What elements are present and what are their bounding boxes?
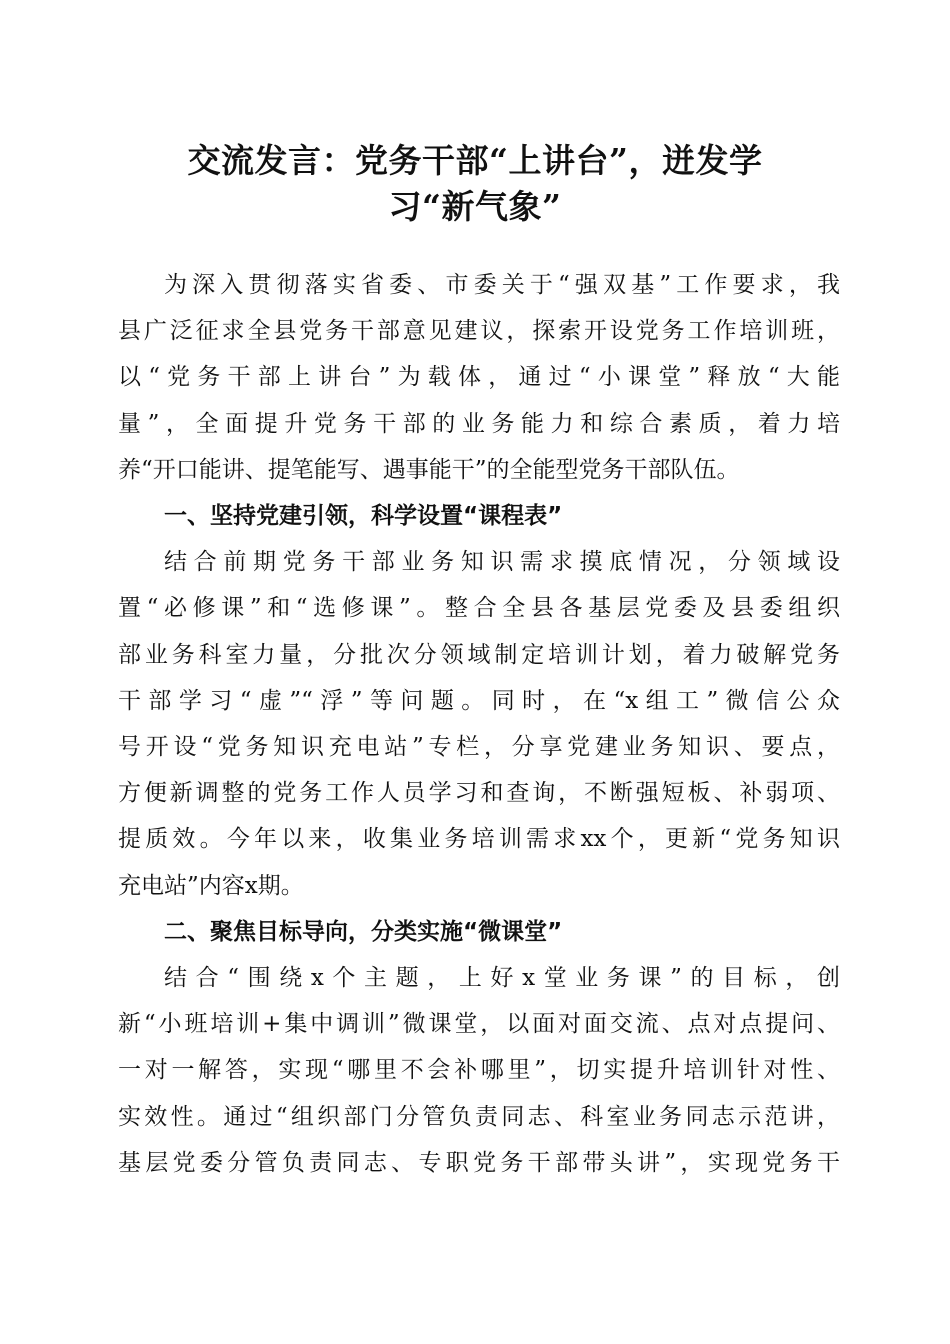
paragraph-line: 结合“围绕x个主题，上好x堂业务课”的目标，创: [164, 965, 840, 992]
document-body: [118, 262, 840, 1186]
paragraph-line: 为深入贯彻落实省委、市委关于“强双基”工作要求，我: [164, 272, 840, 298]
paragraph-line: 提质效。今年以来，收集业务培训需求xx个，更新“党务知识: [118, 826, 840, 853]
intro-paragraph: [118, 262, 840, 493]
paragraph-line: 置“必修课”和“选修课”。整合全县各基层党委及县委组织: [118, 595, 840, 622]
paragraph-line: 量”，全面提升党务干部的业务能力和综合素质，着力培: [118, 410, 840, 437]
paragraph-line: 基层党委分管负责同志、专职党务干部带头讲”，实现党务干: [118, 1149, 840, 1176]
paragraph-line: 新“小班培训+集中调训”微课堂，以面对面交流、点对点提问、: [118, 1011, 840, 1038]
document-title: [118, 138, 832, 230]
paragraph-line: 干部学习“虚”“浮”等问题。同时，在“x组工”微信公众: [118, 687, 840, 714]
paragraph-line: 一对一解答，实现“哪里不会补哪里”，切实提升培训针对性、: [118, 1057, 840, 1084]
paragraph-line: 结合前期党务干部业务知识需求摸底情况，分领域设: [164, 549, 840, 576]
paragraph-line: 养“开口能讲、提笔能写、遇事能干”的全能型党务干部队伍。: [118, 456, 740, 483]
title-line-1: 交流发言：党务干部“上讲台”，迸发学: [187, 141, 763, 180]
paragraph-line: 充电站”内容x期。: [118, 872, 304, 899]
paragraph-line: 方便新调整的党务工作人员学习和查询，不断强短板、补弱项、: [118, 780, 840, 807]
section-1-paragraph: [118, 539, 840, 909]
paragraph-line: 号开设“党务知识充电站”专栏，分享党建业务知识、要点，: [118, 734, 840, 761]
section-1-heading: 一、坚持党建引领，科学设置“课程表”: [164, 503, 563, 530]
paragraph-line: 以“党务干部上讲台”为载体，通过“小课堂”释放“大能: [118, 364, 840, 391]
paragraph-line: 部业务科室力量，分批次分领域制定培训计划，着力破解党务: [118, 641, 840, 668]
paragraph-line: 实效性。通过“组织部门分管负责同志、科室业务同志示范讲，: [118, 1103, 840, 1130]
section-2-heading: 二、聚焦目标导向，分类实施“微课堂”: [164, 918, 563, 945]
section-2-paragraph: [118, 955, 840, 1186]
paragraph-line: 县广泛征求全县党务干部意见建议，探索开设党务工作培训班，: [118, 318, 840, 345]
title-line-2: 习“新气象”: [388, 187, 562, 226]
